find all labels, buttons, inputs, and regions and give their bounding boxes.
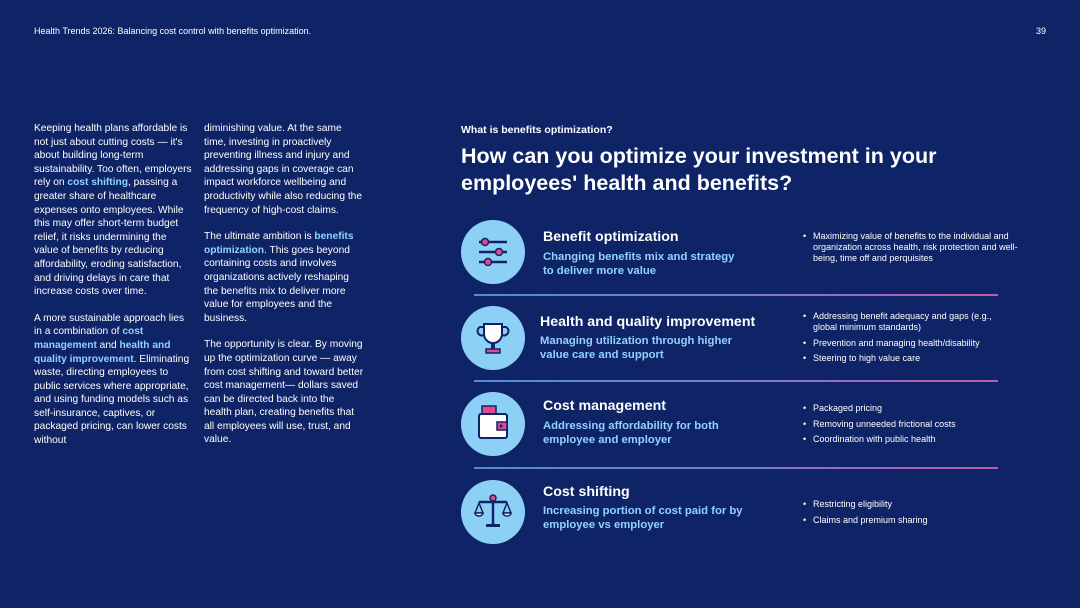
- list-item: • Maximizing value of benefits to the individual and organization across health, risk protection and well-being, time off and perquisites: [803, 231, 1018, 264]
- row-subtitle: Managing utilization through higher value care and support: [540, 335, 733, 362]
- row-title: Cost management: [543, 398, 666, 414]
- row-title: Health and quality improvement: [540, 314, 756, 330]
- row-benefit-optimization: [461, 220, 1021, 304]
- row-title: Cost shifting: [543, 484, 630, 500]
- page-number: 39: [1035, 26, 1046, 36]
- row-cost-shifting: [461, 480, 1021, 564]
- text-run: . This goes beyond containing costs and involves organizations actively reshaping the benefits mix to deliver more value for employees and the business.: [204, 244, 350, 324]
- paragraph: [204, 230, 364, 325]
- body-column-2: [204, 122, 364, 460]
- text-run: Keeping health plans affordable is not just about cutting costs — it's about building long-term sustainability. Too often, employers rely on: [34, 123, 192, 189]
- list-item: • Coordination with public health: [803, 434, 1018, 445]
- bullet-list: [803, 311, 1018, 369]
- section-headline: How can you optimize your investment in your employees' health and benefits?: [461, 144, 937, 195]
- divider: [474, 380, 998, 382]
- list-item: • Packaged pricing: [803, 403, 1018, 414]
- highlight-term: cost management: [34, 326, 144, 351]
- paragraph: [204, 122, 364, 217]
- text-run: and: [96, 339, 120, 351]
- wallet-icon: [461, 392, 525, 456]
- divider: [474, 294, 998, 296]
- list-item: • Restricting eligibility: [803, 499, 1018, 510]
- scales-icon: [461, 480, 525, 544]
- text-run: . Eliminating waste, directing employees to public services where appropriate, and using funding models such as self-insurance, captives, or packaged pricing, can lower costs without: [34, 353, 190, 447]
- list-item: • Addressing benefit adequacy and gaps (e.g., global minimum standards): [803, 311, 1018, 333]
- highlight-term: benefits optimization: [204, 231, 354, 256]
- row-subtitle: Changing benefits mix and strategy to deliver more value: [543, 251, 735, 278]
- highlight-term: cost shifting: [67, 177, 128, 189]
- row-cost-management: [461, 392, 1021, 476]
- bullet-list: [803, 231, 1018, 269]
- section-kicker: What is benefits optimization?: [461, 124, 613, 136]
- highlight-term: health and quality improvement: [34, 339, 171, 365]
- paragraph: [204, 338, 364, 447]
- paragraph: [34, 312, 192, 448]
- row-title: Benefit optimization: [543, 229, 679, 245]
- row-subtitle: Increasing portion of cost paid for by employee vs employer: [543, 505, 743, 532]
- list-item: • Steering to high value care: [803, 353, 1018, 364]
- text-run: The ultimate ambition is: [204, 231, 315, 243]
- trophy-icon: [461, 306, 525, 370]
- text-run: diminishing value. At the same time, investing in proactively preventing illness and injury and addressing gaps in coverage can impact workforce wellbeing and productivity while also reducing the frequency of high-cost claims.: [204, 123, 362, 216]
- list-item: • Claims and premium sharing: [803, 515, 1018, 526]
- paragraph: [34, 122, 192, 299]
- bullet-list: [803, 499, 1018, 530]
- row-subtitle: Addressing affordability for both employee and employer: [543, 420, 719, 447]
- running-header: Health Trends 2026: Balancing cost control with benefits optimization.: [34, 26, 312, 36]
- text-run: A more sustainable approach lies in a combination of: [34, 312, 185, 338]
- body-column-1: [34, 122, 192, 461]
- divider: [474, 467, 998, 469]
- text-run: The opportunity is clear. By moving up the optimization curve — away from cost shifting and toward better cost management— dollars saved can be directed back into the health plan, creating benefits that all employees will use, trust, and value.: [204, 339, 364, 446]
- list-item: • Removing unneeded frictional costs: [803, 419, 1018, 430]
- row-health-quality: [461, 306, 1021, 390]
- text-run: , passing a greater share of healthcare expenses onto employees. While this may offer short-term budget relief, it risks undermining the value of benefits by reducing affordability, eroding satisfaction, and driving delays in care that increase costs over time.: [34, 177, 184, 298]
- bullet-list: [803, 403, 1018, 450]
- sliders-icon: [461, 220, 525, 284]
- list-item: • Prevention and managing health/disability: [803, 338, 1018, 349]
